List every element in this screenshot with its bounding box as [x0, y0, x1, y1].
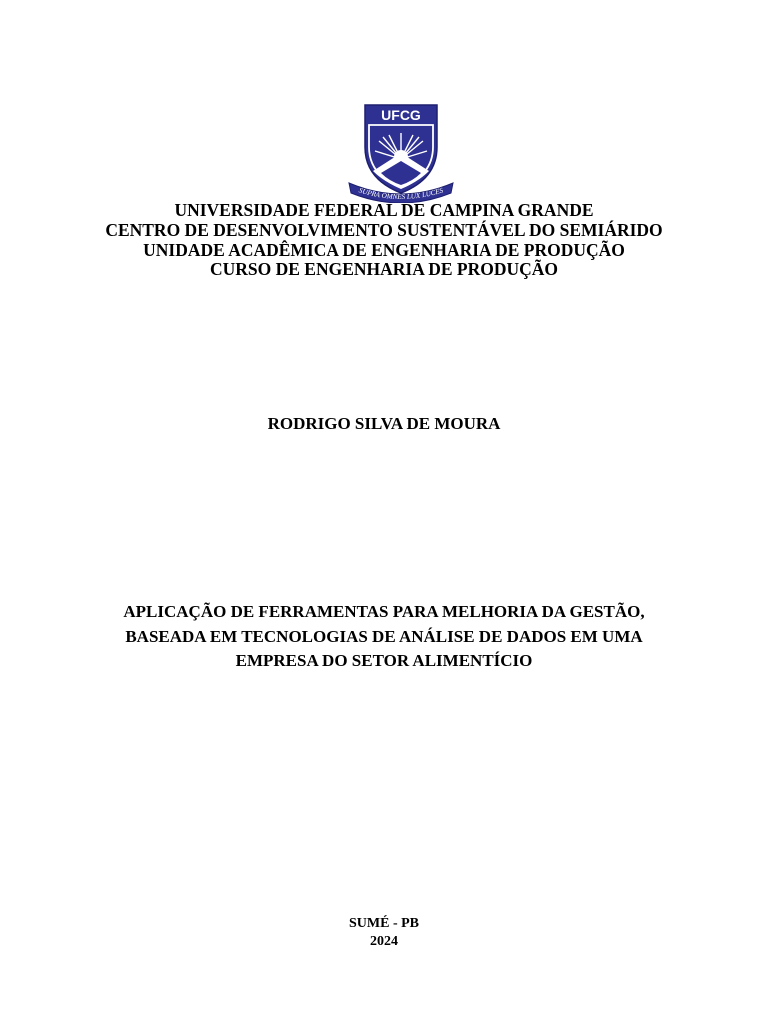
title-line-2: BASEADA EM TECNOLOGIAS DE ANÁLISE DE DADOS EM UMA	[125, 626, 643, 646]
author-name: RODRIGO SILVA DE MOURA	[267, 414, 501, 433]
logo-motto: SUPRA OMNES LUX LUCES	[357, 186, 445, 202]
university-name: UNIVERSIDADE FEDERAL DE CAMPINA GRANDE	[174, 200, 594, 220]
academic-unit-name: UNIDADE ACADÊMICA DE ENGENHARIA DE PRODUÇÃO	[143, 239, 625, 260]
institution-header	[0, 201, 768, 280]
document-title	[0, 600, 768, 674]
title-line-1: APLICAÇÃO DE FERRAMENTAS PARA MELHORIA DA GESTÃO,	[123, 602, 645, 621]
ufcg-logo	[345, 101, 457, 203]
year: 2024	[370, 933, 398, 949]
center-name: CENTRO DE DESENVOLVIMENTO SUSTENTÁVEL DO SEMIÁRIDO	[105, 219, 663, 240]
title-line-3: EMPRESA DO SETOR ALIMENTÍCIO	[235, 651, 533, 670]
ufcg-shield-icon	[345, 101, 457, 203]
course-name: CURSO DE ENGENHARIA DE PRODUÇÃO	[209, 259, 559, 280]
place: SUMÉ - PB	[349, 916, 419, 931]
logo-acronym: UFCG	[381, 107, 421, 123]
place-and-year	[0, 915, 768, 950]
